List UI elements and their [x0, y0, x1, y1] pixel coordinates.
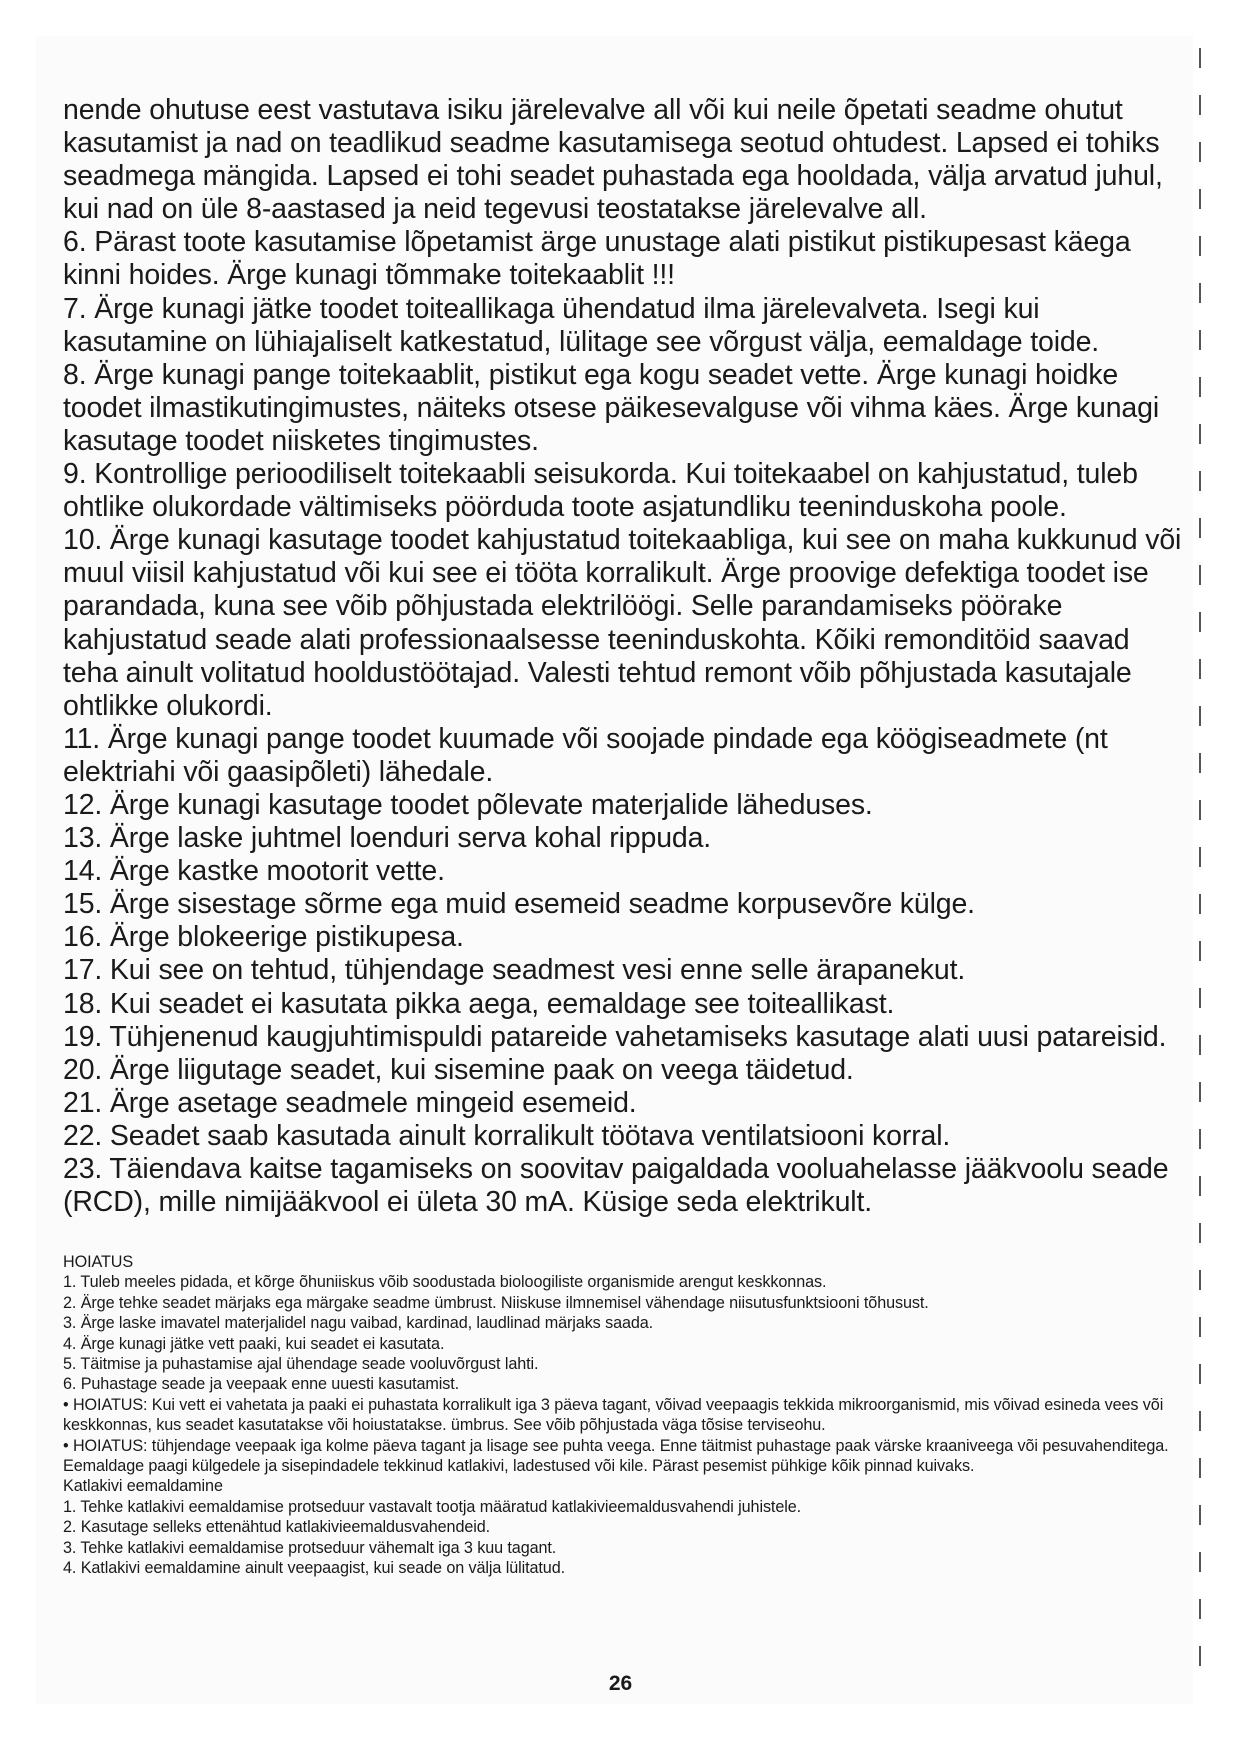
instruction-23: 23. Täiendava kaitse tagamiseks on soovitav paigaldada vooluahelasse jääkvoolu seade (RCD), mille nimijääkvool ei ületa 30 mA. Küsige seda elektrikult. — [63, 1153, 1169, 1219]
instruction-8: 8. Ärge kunagi pange toitekaablit, pistikut ega kogu seadet vette. Ärge kunagi hoidke toodet ilmastikutingimustes, näiteks otsese päikesevalguse või vihma käes. Ärge kunagi kasutage toodet niisketes tingimustes. — [63, 358, 1160, 457]
margin-mark — [1199, 659, 1201, 679]
instruction-13: 13. Ärge laske juhtmel loenduri serva kohal rippuda. — [63, 822, 712, 855]
margin-mark — [1199, 753, 1201, 773]
margin-mark — [1199, 941, 1201, 961]
margin-mark — [1199, 236, 1201, 256]
margin-mark — [1199, 1223, 1201, 1243]
margin-mark — [1199, 95, 1201, 115]
main-instructions — [63, 94, 1183, 1219]
descaling-heading: Katlakivi eemaldamine — [63, 1477, 223, 1496]
warning-item-5: 5. Täitmise ja puhastamise ajal ühendage seade vooluvõrgust lahti. — [63, 1355, 539, 1374]
margin-mark — [1199, 894, 1201, 914]
margin-mark — [1199, 48, 1201, 68]
warning-heading: HOIATUS — [63, 1253, 134, 1271]
instruction-11: 11. Ärge kunagi pange toodet kuumade või soojade pindade ega köögiseadmete (nt elektriahi või gaasipõleti) lähedale. — [63, 722, 1108, 788]
warning-item-1: 1. Tuleb meeles pidada, et kõrge õhuniiskus võib soodustada bioloogiliste organismide arengut keskkonnas. — [63, 1273, 827, 1292]
warning-item-4: 4. Ärge kunagi jätke vett paaki, kui seadet ei kasutata. — [63, 1334, 445, 1353]
margin-mark — [1199, 1035, 1201, 1055]
descaling-item-1: 1. Tehke katlakivi eemaldamise protseduur vastavalt tootja määratud katlakivieemaldusvahendi juhistele. — [63, 1497, 802, 1516]
margin-mark — [1199, 612, 1201, 632]
instruction-15: 15. Ärge sisestage sõrme ega muid esemeid seadme korpusevõre külge. — [63, 888, 975, 921]
margin-mark — [1199, 1505, 1201, 1525]
instruction-18: 18. Kui seadet ei kasutata pikka aega, eemaldage see toiteallikast. — [63, 987, 895, 1020]
warning-section — [63, 1252, 1188, 1579]
warning-bullet-2: • HOIATUS: tühjendage veepaak iga kolme päeva tagant ja lisage see puhta veega. Enne täitmist puhastage paak värske kraaniveega või pesuvahenditega. Eemaldage paagi külgedele ja sisepindadele tekkinud katlakivi, ladestused või kile. Pärast pesemist pühkige kõik pinnad kuivaks. — [63, 1436, 1169, 1476]
instruction-22: 22. Seadet saab kasutada ainult korralikult töötava ventilatsiooni korral. — [63, 1119, 951, 1152]
margin-marks — [1199, 40, 1203, 1700]
instruction-17: 17. Kui see on tehtud, tühjendage seadmest vesi enne selle ärapanekut. — [63, 954, 966, 987]
descaling-item-4: 4. Katlakivi eemaldamine ainult veepaagist, kui seade on välja lülitatud. — [63, 1559, 566, 1578]
margin-mark — [1199, 283, 1201, 303]
warning-item-2: 2. Ärge tehke seadet märjaks ega märgake seadme ümbrust. Niiskuse ilmnemisel vähendage niisutusfunktsiooni tõhusust. — [63, 1293, 929, 1312]
instruction-14: 14. Ärge kastke mootorit vette. — [63, 855, 445, 888]
margin-mark — [1199, 706, 1201, 726]
instruction-21: 21. Ärge asetage seadmele mingeid esemeid. — [63, 1086, 637, 1119]
margin-mark — [1199, 518, 1201, 538]
margin-mark — [1199, 377, 1201, 397]
margin-mark — [1199, 142, 1201, 162]
margin-mark — [1199, 424, 1201, 444]
instruction-6: 6. Pärast toote kasutamise lõpetamist ärge unustage alati pistikut pistikupesast käega kinni hoides. Ärge kunagi tõmmake toitekaablit !!! — [63, 226, 1131, 292]
margin-mark — [1199, 1646, 1201, 1666]
margin-mark — [1199, 471, 1201, 491]
margin-mark — [1199, 1599, 1201, 1619]
margin-mark — [1199, 1270, 1201, 1290]
instruction-10: 10. Ärge kunagi kasutage toodet kahjustatud toitekaabliga, kui see on maha kukkunud või muul viisil kahjustatud või kui see ei tööta korralikult. Ärge proovige defektiga toodet ise parandada, kuna see võib põhjustada elektrilöögi. Selle parandamiseks pöörake kahjustatud seade alati professionaalsesse teeninduskohta. Kõiki remonditöid saavad teha ainult volitatud hooldustöötajad. Valesti tehtud remont võib põhjustada kasutajale ohtlikke olukordi. — [63, 524, 1182, 722]
instruction-16: 16. Ärge blokeerige pistikupesa. — [63, 921, 464, 954]
instruction-9: 9. Kontrollige perioodiliselt toitekaabli seisukorda. Kui toitekaabel on kahjustatud, tuleb ohtlike olukordade vältimiseks pöörduda toote asjatundliku teeninduskoha poole. — [63, 458, 1138, 524]
descaling-item-2: 2. Kasutage selleks ettenähtud katlakivieemaldusvahendeid. — [63, 1518, 491, 1537]
descaling-item-3: 3. Tehke katlakivi eemaldamise protseduur vähemalt iga 3 kuu tagant. — [63, 1538, 557, 1557]
margin-mark — [1199, 1082, 1201, 1102]
page-number: 26 — [608, 1672, 633, 1695]
margin-mark — [1199, 1364, 1201, 1384]
paragraph-intro: nende ohutuse eest vastutava isiku järelevalve all või kui neile õpetati seadme ohutut kasutamist ja nad on teadlikud seadme kasutamisega seotud ohtudest. Lapsed ei tohiks seadmega mängida. Lapsed ei tohi seadet puhastada ega hooldada, välja arvatud juhul, kui nad on üle 8-aastased ja neid tegevusi teostatakse järelevalve all. — [63, 94, 1163, 226]
margin-mark — [1199, 565, 1201, 585]
instruction-19: 19. Tühjenenud kaugjuhtimispuldi patareide vahetamiseks kasutage alati uusi patareisid. — [63, 1020, 1167, 1053]
margin-mark — [1199, 189, 1201, 209]
margin-mark — [1199, 1129, 1201, 1149]
instruction-12: 12. Ärge kunagi kasutage toodet põlevate materjalide läheduses. — [63, 788, 873, 821]
warning-item-6: 6. Puhastage seade ja veepaak enne uuesti kasutamist. — [63, 1375, 460, 1394]
margin-mark — [1199, 1317, 1201, 1337]
margin-mark — [1199, 1458, 1201, 1478]
margin-mark — [1199, 988, 1201, 1008]
margin-mark — [1199, 1176, 1201, 1196]
instruction-7: 7. Ärge kunagi jätke toodet toiteallikaga ühendatud ilma järelevalveta. Isegi kui kasutamine on lühiajaliselt katkestatud, lülitage see võrgust välja, eemaldage toide. — [63, 292, 1100, 358]
margin-mark — [1199, 800, 1201, 820]
margin-mark — [1199, 1411, 1201, 1431]
margin-mark — [1199, 1552, 1201, 1572]
warning-bullet-1: • HOIATUS: Kui vett ei vahetata ja paaki ei puhastata korralikult iga 3 päeva tagant, võivad veepaagis tekkida mikroorganismid, mis võivad esineda vees või keskkonnas, kus seadet kasutatakse või hoiustatakse. ümbrus. See võib põhjustada väga tõsise terviseohu. — [63, 1395, 1164, 1435]
margin-mark — [1199, 847, 1201, 867]
warning-item-3: 3. Ärge laske imavatel materjalidel nagu vaibad, kardinad, laudlinad märjaks saada. — [63, 1314, 654, 1333]
margin-mark — [1199, 330, 1201, 350]
instruction-20: 20. Ärge liigutage seadet, kui sisemine paak on veega täidetud. — [63, 1053, 854, 1086]
